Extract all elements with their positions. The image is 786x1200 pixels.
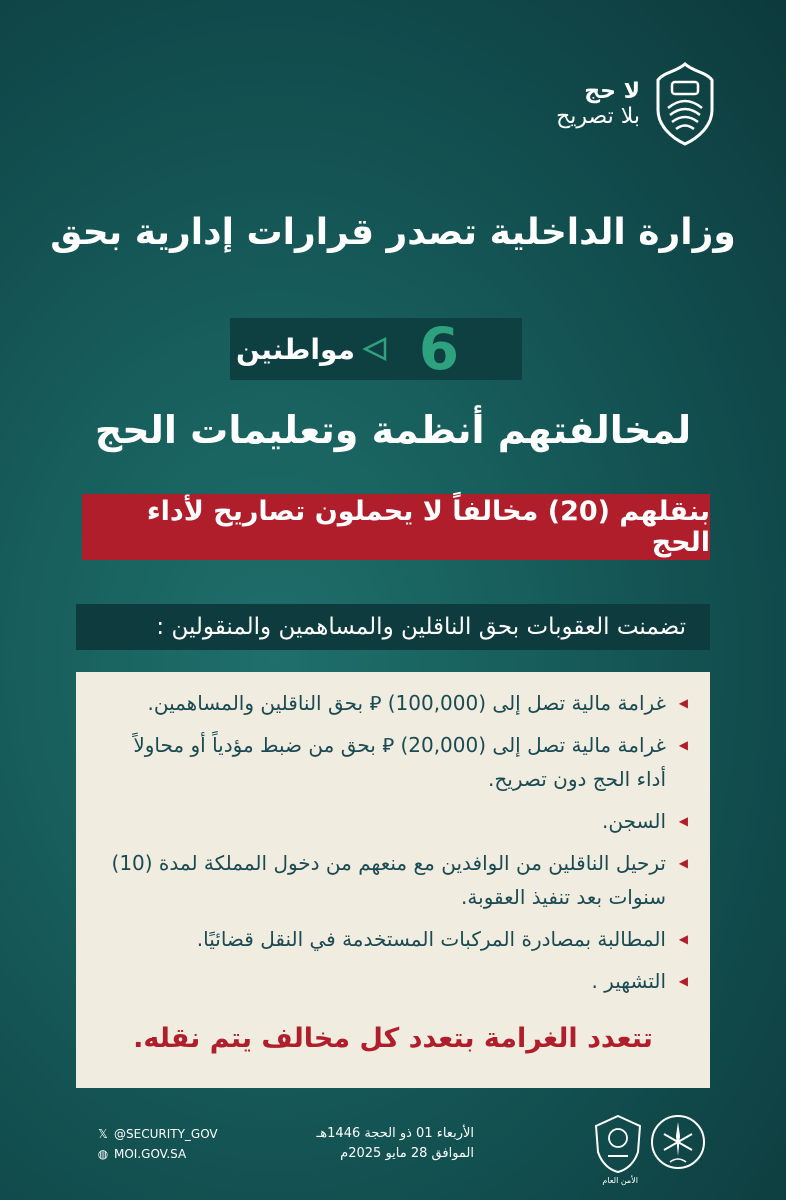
date-block [316,1124,474,1164]
penalty-text: المطالبة بمصادرة المركبات المستخدمة في النقل قضائيًا. [196,927,666,951]
social-links [96,1124,218,1164]
penalty-item [98,686,688,720]
campaign-logo [556,62,716,146]
bullet-triangle-icon: ◀ [678,974,688,988]
date-hijri: الأربعاء 01 ذو الحجة 1446هـ [316,1126,474,1141]
triangle-pointer-icon [355,329,395,369]
penalty-item [98,846,688,914]
date-gregorian: الموافق 28 مايو 2025م [340,1146,474,1161]
x-icon: 𝕏 [98,1127,108,1141]
social-x-link[interactable] [96,1124,218,1144]
panel-footer-note: تتعدد الغرامة بتعدد كل مخالف يتم نقله. [133,1023,653,1054]
penalty-item [98,964,688,998]
penalty-text: التشهير . [591,969,666,993]
bullet-triangle-icon: ◀ [678,856,688,870]
count-number: 6 [418,315,460,383]
penalty-text: السجن. [602,809,666,833]
penalty-item [98,922,688,956]
penalty-item [98,804,688,838]
penalty-item [98,728,688,796]
logo-line1: لا حج [584,78,640,104]
website-link[interactable] [96,1144,218,1164]
emblem-caption: الأمن العام [602,1176,638,1185]
public-security-emblem-icon [590,1112,646,1174]
bullet-triangle-icon: ◀ [678,932,688,946]
website-url: MOI.GOV.SA [114,1147,187,1161]
count-word: مواطنين [236,332,355,366]
penalty-text: غرامة مالية تصل إلى (100,000) ⃁ بحق الناقلين والمساهمين. [147,691,666,715]
penalties-intro: تضمنت العقوبات بحق الناقلين والمساهمين والمنقولين : [76,604,710,650]
bullet-triangle-icon: ◀ [678,696,688,710]
social-handle: @SECURITY_GOV [114,1127,218,1141]
globe-icon: ◍ [97,1147,109,1161]
penalty-text: ترحيل الناقلين من الوافدين مع منعهم من دخول المملكة لمدة (10) سنوات بعد تنفيذ العقوبة. [111,851,666,909]
fingerprint-shield-icon [654,62,716,146]
penalty-text: غرامة مالية تصل إلى (20,000) ⃁ بحق من ضبط مؤدياً أو محاولاً أداء الحج دون تصريح. [133,733,666,791]
highlight-banner: بنقلهم (20) مخالفاً لا يحملون تصاريح لأداء الحج [82,494,710,560]
logo-line2: بلا تصريح [556,104,640,129]
saudi-emblem-icon [650,1112,706,1174]
penalties-panel [76,672,710,1088]
headline-line1: وزارة الداخلية تصدر قرارات إدارية بحق [50,212,736,253]
bullet-triangle-icon: ◀ [678,814,688,828]
bullet-triangle-icon: ◀ [678,738,688,752]
count-box [230,315,522,383]
headline-line2: لمخالفتهم أنظمة وتعليمات الحج [94,408,692,452]
